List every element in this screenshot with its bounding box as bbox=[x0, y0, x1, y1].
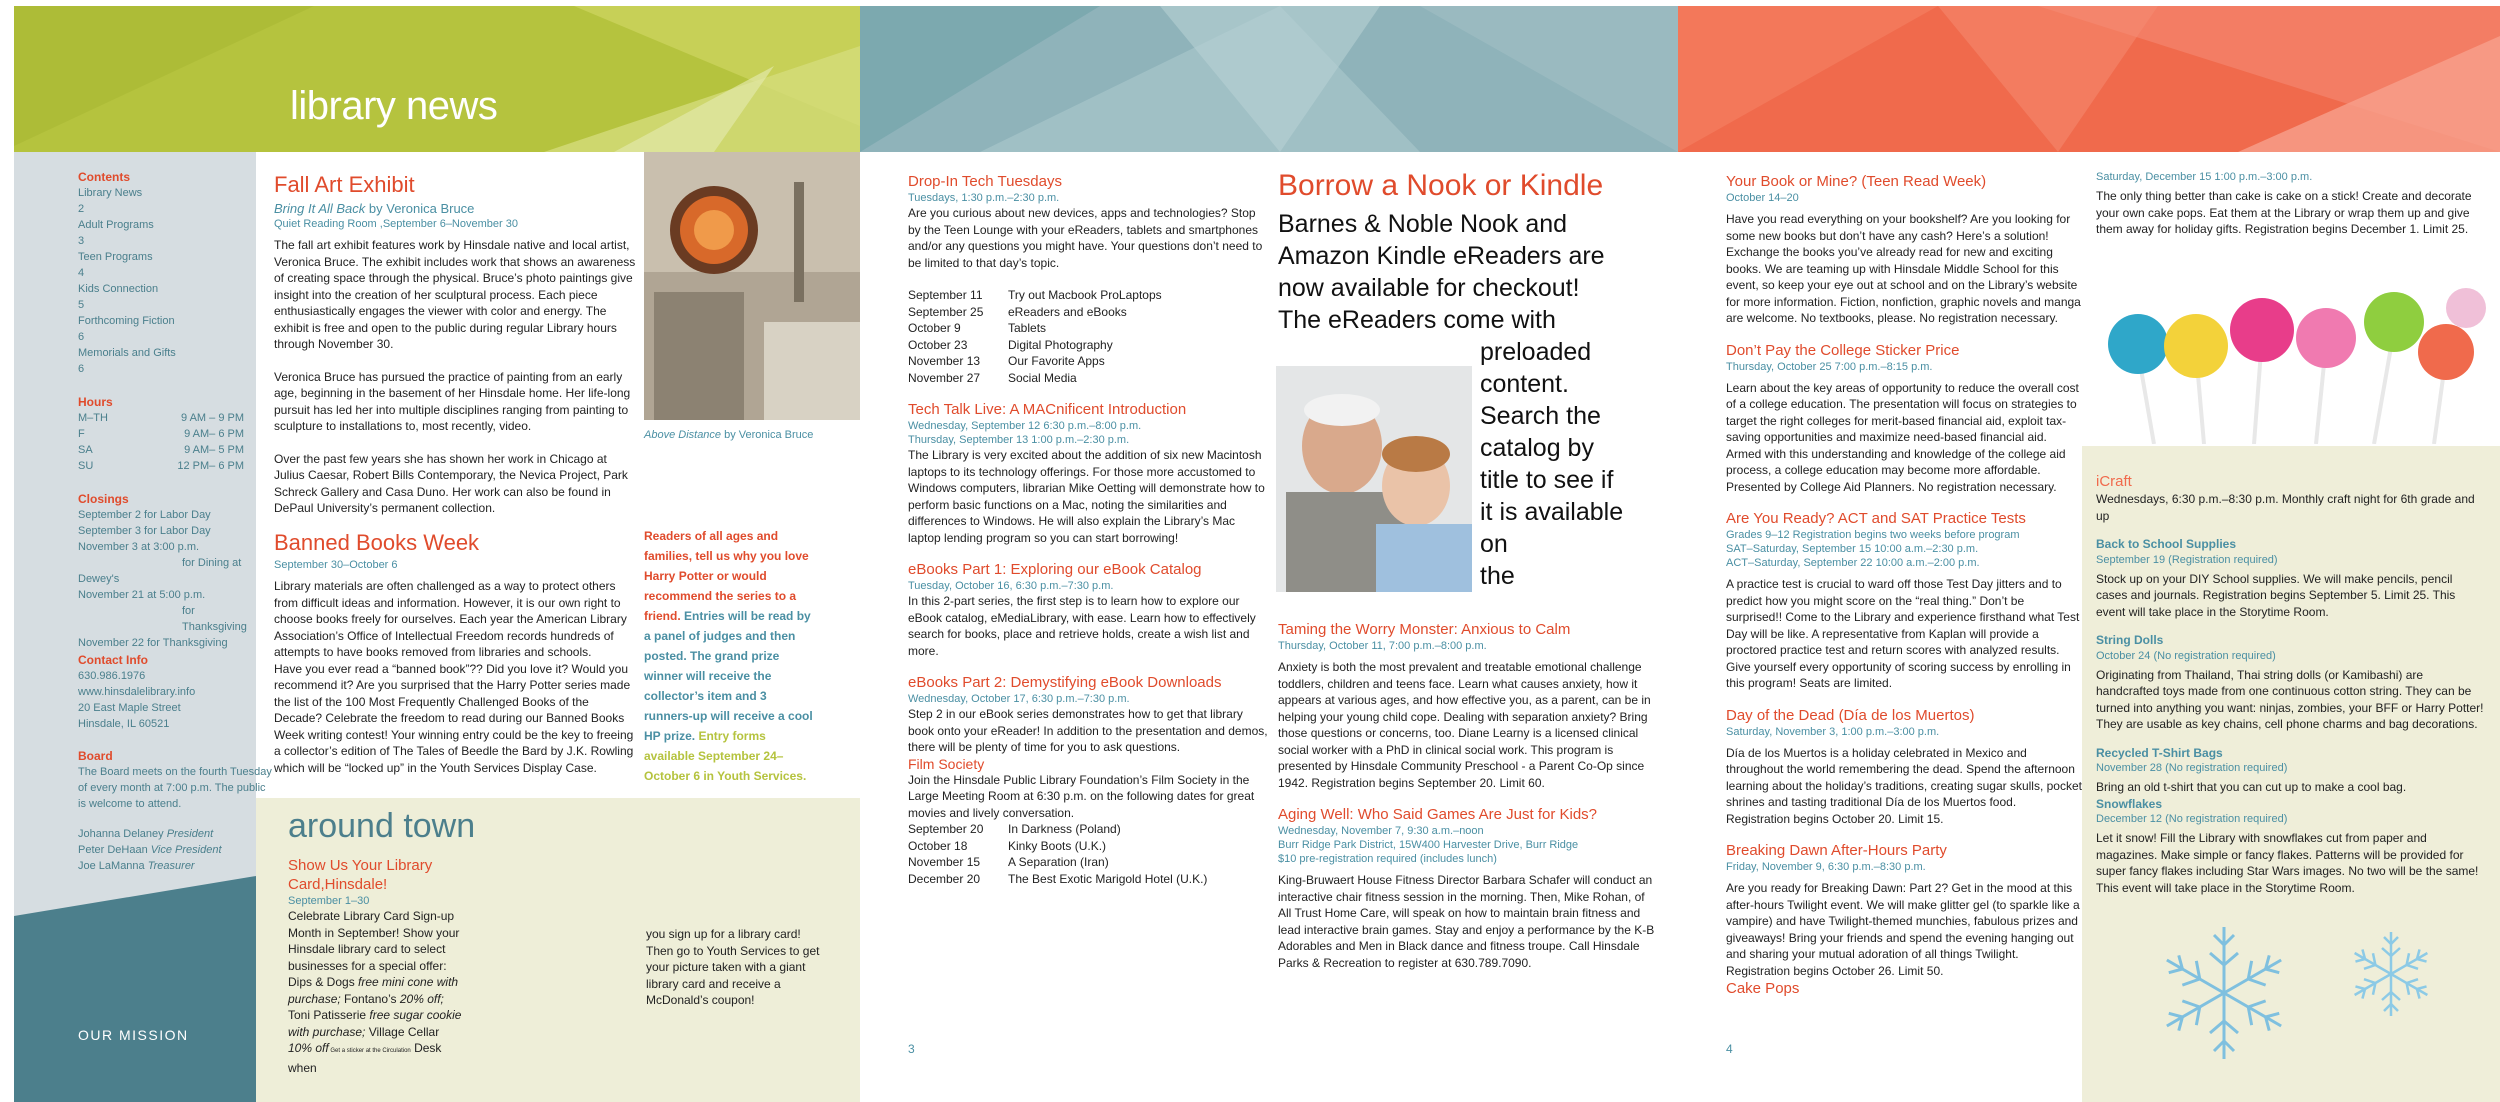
film-row bbox=[908, 871, 1268, 888]
sidebar-closings bbox=[78, 491, 254, 651]
masthead-title: library news bbox=[290, 84, 498, 128]
contents-page: 3 bbox=[78, 235, 85, 247]
offer-text: Toni Patisserie bbox=[288, 1008, 370, 1022]
offer-detail: 10% off bbox=[288, 1041, 329, 1055]
aging-well-meta: Burr Ridge Park District, 15W400 Harvester Drive, Burr Ridge bbox=[1278, 839, 1579, 851]
caption-credit: by Veronica Bruce bbox=[721, 429, 814, 441]
tech-talk-meta: Thursday, September 13 1:00 p.m.–2:30 p.m. bbox=[908, 434, 1130, 446]
artwork-image bbox=[644, 152, 860, 420]
contents-item[interactable]: Forthcoming Fiction bbox=[78, 315, 175, 327]
contents-page: 2 bbox=[78, 203, 85, 215]
tech-talk-meta: Wednesday, September 12 6:30 p.m.–8:00 p.m. bbox=[908, 420, 1142, 432]
sidebar-hours bbox=[78, 394, 254, 474]
film-row bbox=[908, 854, 1268, 871]
contact-website-link[interactable]: www.hinsdalelibrary.info bbox=[78, 686, 196, 698]
snowflakes-para: Let it snow! Fill the Library with snowflakes cut from paper and magazines. Make simple or fancy flakes. Patterns will be provided for super fancy flakes including Star Wars images. No two will be the same! This event will take place in the Storytime Room. bbox=[2096, 831, 2479, 895]
day-of-dead-title: Day of the Dead (Día de los Muertos) bbox=[1726, 706, 1975, 724]
schedule-topic: Try out Macbook ProLaptops bbox=[1008, 288, 1162, 302]
worry-monster-meta: Thursday, October 11, 7:00 p.m.–8:00 p.m. bbox=[1278, 640, 1487, 652]
grandfather-child-photo bbox=[1276, 366, 1472, 592]
tshirt-bags-para: Bring an old t-shirt that you can cut up to make a cool bag. bbox=[2096, 780, 2407, 794]
pullquote-lime: Entry forms available September 24–October 6 in Youth Services. bbox=[644, 729, 807, 783]
offer-detail: free sugar cookie with purchase; bbox=[288, 1008, 462, 1039]
icraft-para: Wednesdays, 6:30 p.m.–8:30 p.m. Monthly craft night for 6th grade and up bbox=[2096, 492, 2475, 523]
drop-in-tech-schedule bbox=[908, 287, 1268, 386]
banned-books-meta: September 30–October 6 bbox=[274, 559, 398, 571]
closing-line: November 21 at 5:00 p.m. bbox=[78, 589, 206, 601]
contents-page: 6 bbox=[78, 331, 85, 343]
schedule-date: October 23 bbox=[908, 337, 968, 352]
mission-heading: OUR MISSION bbox=[78, 1027, 189, 1043]
contents-item[interactable]: Kids Connection bbox=[78, 283, 159, 295]
nook-kindle-title: Borrow a Nook or Kindle bbox=[1278, 169, 1604, 202]
schedule-topic: Digital Photography bbox=[1008, 337, 1113, 352]
library-card-para bbox=[288, 908, 464, 1076]
offer-text: Celebrate Library Card Sign-up Month in September! Show your Hinsdale library card to select businesses for a special offer: Dips & Dogs bbox=[288, 909, 460, 989]
book-or-mine-meta: October 14–20 bbox=[1726, 192, 1799, 204]
photo-illustration bbox=[1276, 366, 1472, 592]
schedule-date: November 27 bbox=[908, 370, 981, 385]
closing-line: for Dining at bbox=[182, 557, 242, 569]
schedule-row bbox=[908, 353, 1268, 370]
offer-text: Village Cellar bbox=[365, 1024, 440, 1039]
film-date: November 15 bbox=[908, 855, 981, 869]
schedule-topic: eReaders and eBooks bbox=[1008, 304, 1127, 319]
day-of-dead-meta: Saturday, November 3, 1:00 p.m.–3:00 p.m. bbox=[1726, 725, 1940, 738]
cake-pops-title: Cake Pops bbox=[1726, 980, 1800, 997]
sidebar-board bbox=[78, 748, 274, 874]
hours-day: F bbox=[78, 428, 85, 440]
fall-art-title: Fall Art Exhibit bbox=[274, 172, 415, 197]
caption-title: Above Distance bbox=[644, 429, 722, 441]
sidebar-contact bbox=[78, 652, 254, 732]
drop-in-tech-title: Drop-In Tech Tuesdays bbox=[908, 173, 1062, 190]
contents-item[interactable]: Adult Programs bbox=[78, 219, 154, 231]
lime-banner-graphic bbox=[14, 6, 860, 152]
school-supplies-title: Back to School Supplies bbox=[2096, 537, 2237, 551]
closing-line: September 2 for Labor Day bbox=[78, 509, 211, 521]
harry-potter-pullquote bbox=[644, 526, 816, 786]
nook-wrap-line: catalog by bbox=[1480, 434, 1594, 462]
film-date: December 20 bbox=[908, 871, 981, 886]
book-or-mine-para: Have you read everything on your bookshelf? Are you looking for some new books but don’t have any cash? Here’s a solution! Exchange the books you’ve already read for new and exciting books. We are teaming up with Hinsdale Middle School for this event, so keep your eye out at school and on the Library’s website for more information. Fiction, nonfiction, graphic novels and manga are welcome. No textbooks, please. No registration necessary. bbox=[1726, 212, 2081, 325]
film-title: Kinky Boots (U.K.) bbox=[1008, 838, 1107, 853]
fall-art-subtitle bbox=[274, 200, 638, 217]
worry-monster-article bbox=[1278, 620, 1660, 971]
banned-books-para: Library materials are often challenged as a way to protect others from difficult ideas and information. However, it is our own right to choose books freely for ourselves. Each year the American Library Association’s Office of Intellectual Freedom records hundreds of attempts to have books removed from libraries and schools. bbox=[274, 579, 627, 659]
act-sat-meta: Grades 9–12 Registration begins two weeks before program bbox=[1726, 529, 2020, 541]
contents-page: 6 bbox=[78, 363, 85, 375]
aging-well-meta: Wednesday, November 7, 9:30 a.m.–noon bbox=[1278, 825, 1484, 837]
banned-books-title: Banned Books Week bbox=[274, 530, 480, 555]
school-supplies-para: Stock up on your DIY School supplies. We will make pencils, pencil cases and journals. Registration begins September 5. Limit 25. This event will take place in the Storytime Room. bbox=[2096, 571, 2456, 619]
board-member bbox=[78, 826, 274, 842]
schedule-row bbox=[908, 320, 1268, 337]
cake-pops-meta: Saturday, December 15 1:00 p.m.–3:00 p.m. bbox=[2096, 171, 2313, 183]
nook-kindle-wrap bbox=[1480, 336, 1670, 592]
fall-art-para: Veronica Bruce has pursued the practice of painting from an early age, beginning in the basement of her Hinsdale home. Her life-long pursuit has led her into multiple disciplines ranging from painting to sculpture to installations to, most recently, video. bbox=[274, 369, 631, 433]
hours-row bbox=[78, 410, 244, 426]
banned-books-article bbox=[274, 528, 638, 776]
nook-wrap-line: it is available bbox=[1480, 498, 1624, 526]
day-of-dead-para: Día de los Muertos is a holiday celebrated in Mexico and throughout the world remembering the dead. Spend the afternoon learning about the holiday’s traditions, creating sugar skulls, pocket shrines and tasting traditional Día de los Muertos food. Registration begins October 20. Limit 15. bbox=[1726, 745, 2082, 826]
member-name: Johanna Delaney bbox=[78, 828, 164, 840]
hours-day: SU bbox=[78, 460, 94, 472]
aging-well-title: Aging Well: Who Said Games Are Just for Kids? bbox=[1278, 806, 1598, 823]
lime-banner bbox=[14, 6, 860, 152]
member-name: Peter DeHaan bbox=[78, 844, 148, 856]
contact-city: Hinsdale, IL 60521 bbox=[78, 718, 170, 730]
fall-art-article bbox=[274, 170, 638, 517]
ebooks-part2-title: eBooks Part 2: Demystifying eBook Downloads bbox=[908, 674, 1222, 691]
contact-phone: 630.986.1976 bbox=[78, 670, 146, 682]
snowflake-small-icon bbox=[2346, 924, 2436, 1024]
contents-item[interactable]: Memorials and Gifts bbox=[78, 347, 176, 359]
sticker-price-meta: Thursday, October 25 7:00 p.m.–8:15 p.m. bbox=[1726, 360, 1933, 373]
schedule-row bbox=[908, 304, 1268, 321]
ebooks-part1-para: In this 2-part series, the first step is to learn how to explore our eBook catalog, eMediaLibrary, with ease. Learn how to effectively search for books, place and retrieve holds, create a wish list and more. bbox=[908, 594, 1256, 658]
worry-monster-title: Taming the Worry Monster: Anxious to Calm bbox=[1278, 621, 1571, 638]
hours-row bbox=[78, 442, 244, 458]
fall-art-para: Over the past few years she has shown her work in Chicago at Julius Caesar, Robert Bills Contemporary, the Nevica Project, Park Schreck Gallery and Casa Duno. Her work can also be found in DePaul University’s permanent collection. bbox=[274, 451, 628, 515]
hours-time: 9 AM– 5 PM bbox=[184, 444, 244, 456]
schedule-row bbox=[908, 287, 1268, 304]
film-title: In Darkness (Poland) bbox=[1008, 822, 1121, 836]
nook-wrap-line: on bbox=[1480, 530, 1508, 558]
board-member bbox=[78, 858, 274, 874]
hours-time: 9 AM– 6 PM bbox=[184, 428, 244, 440]
closing-line: Dewey's bbox=[78, 573, 120, 585]
closing-line: November 22 for Thanksgiving bbox=[78, 637, 228, 649]
snowflakes-title: Snowflakes bbox=[2096, 796, 2163, 811]
library-card-article bbox=[288, 856, 464, 1076]
tech-talk-para: The Library is very excited about the addition of six new Macintosh laptops to its technology offerings. For those more accustomed to Windows computers, librarian Mike Oetting will demonstrate how to perform basic functions on a Mac, noting the similarities and differences to Windows. He will also explain the Library’s Mac laptop lending program so you can start borrowing! bbox=[908, 448, 1265, 545]
aging-well-para: King-Bruwaert House Fitness Director Barbara Schafer will conduct an interactive chair fitness session in the morning. Then, Mike Rohan, of All Trust Home Care, will speak on how to maintain brain fitness and lead interactive brain games. Stay and enjoy a performance by the K-B Adorables and Men in Black dance and fitness troupe. Call Hinsdale Parks & Recreation to register at 630.789.7090. bbox=[1278, 873, 1655, 970]
nook-wrap-line: preloaded bbox=[1480, 338, 1592, 366]
pullquote-red: Readers of all ages and families, tell us why you love Harry Potter or would recommend the series to a friend. bbox=[644, 529, 809, 623]
contents-page: 4 bbox=[78, 267, 85, 279]
page-number: 3 bbox=[908, 1042, 915, 1056]
fall-art-para: The fall art exhibit features work by Hinsdale native and local artist, Veronica Bruce. The exhibit includes work that shows an awareness of creating space through the physical. Bruce’s photo paintings give insight into the creation of her sculptural process. Each piece enthusiastically engages the viewer with color and energy. The exhibit is free and open to the public during regular Library hours through November 30. bbox=[274, 238, 636, 351]
offer-detail: 20% off; bbox=[399, 991, 444, 1006]
film-society-title: Film Society bbox=[908, 755, 985, 772]
library-card-continued: you sign up for a library card! Then go to Youth Services to get your picture taken with a giant library card and receive a McDonald’s coupon! bbox=[646, 927, 820, 1007]
contents-page: 5 bbox=[78, 299, 85, 311]
contents-item[interactable]: Teen Programs bbox=[78, 251, 153, 263]
around-town-title: around town bbox=[288, 807, 476, 845]
icraft-article bbox=[2096, 472, 2486, 896]
coral-banner bbox=[1678, 6, 2500, 152]
sticker-price-para: Learn about the key areas of opportunity to reduce the overall cost of a college education. The presentation will focus on strategies to target the right colleges for merit-based financial aid, exploit tax-saving opportunities and maximize need-based financial aid. Armed with this understanding and knowledge of the college aid process, a college education may become more affordable. Presented by College Aid Planners. No registration necessary. bbox=[1726, 380, 2079, 494]
film-society-para: Join the Hinsdale Public Library Foundation’s Film Society in the Large Meeting Room at 6:30 p.m. on the following dates for great movies and lively conversation. bbox=[908, 772, 1255, 820]
film-row bbox=[908, 821, 1268, 838]
member-name: Joe LaManna bbox=[78, 860, 145, 872]
mission-panel-graphic bbox=[14, 876, 256, 1102]
school-supplies-meta: September 19 (Registration required) bbox=[2096, 553, 2278, 566]
library-card-meta: September 1–30 bbox=[288, 895, 370, 907]
closing-line: for Thanksgiving bbox=[182, 605, 247, 633]
nook-lead-line: Barnes & Noble Nook and bbox=[1278, 210, 1568, 238]
schedule-topic: Social Media bbox=[1008, 370, 1077, 385]
hours-time: 9 AM – 9 PM bbox=[181, 412, 244, 424]
icraft-title: iCraft bbox=[2096, 473, 2132, 490]
artwork-painting bbox=[644, 152, 860, 420]
schedule-date: September 25 bbox=[908, 304, 984, 319]
sticker-price-title: Don’t Pay the College Sticker Price bbox=[1726, 341, 1960, 359]
act-sat-title: Are You Ready? ACT and SAT Practice Tests bbox=[1726, 510, 2026, 527]
snowflakes-meta: December 12 (No registration required) bbox=[2096, 813, 2288, 825]
snowflake-large-icon bbox=[2154, 918, 2294, 1068]
offer-text: Fontano’s bbox=[340, 991, 400, 1006]
page-left bbox=[14, 6, 860, 1102]
nook-kindle-lead bbox=[1278, 208, 1668, 336]
page-right bbox=[1678, 6, 2500, 1102]
schedule-date: October 9 bbox=[908, 321, 961, 335]
tshirt-bags-meta: November 28 (No registration required) bbox=[2096, 762, 2288, 774]
closing-line: September 3 for Labor Day bbox=[78, 525, 211, 537]
tech-talk-title: Tech Talk Live: A MACnificent Introduction bbox=[908, 401, 1187, 418]
film-title: A Separation (Iran) bbox=[1008, 855, 1109, 869]
nook-lead-line: now available for checkout! bbox=[1278, 274, 1580, 302]
breaking-dawn-meta: Friday, November 9, 6:30 p.m.–8:30 p.m. bbox=[1726, 861, 1926, 873]
closing-line: November 3 at 3:00 p.m. bbox=[78, 541, 200, 553]
offer-text: Desk when bbox=[288, 1041, 442, 1075]
hours-day: M–TH bbox=[78, 412, 108, 424]
board-member bbox=[78, 842, 274, 858]
ebooks-part2-para: Step 2 in our eBook series demonstrates how to get that library book onto your eReader! In addition to the presentation and demos, there will be plenty of time for you to ask questions. bbox=[908, 707, 1268, 754]
contact-heading: Contact Info bbox=[78, 653, 148, 667]
contents-heading: Contents bbox=[78, 170, 130, 184]
right-column-1 bbox=[1726, 172, 2082, 998]
cake-pops-article bbox=[2096, 170, 2488, 238]
member-role: President bbox=[166, 828, 214, 840]
ebooks-part1-title: eBooks Part 1: Exploring our eBook Catalog bbox=[908, 561, 1202, 578]
closings-heading: Closings bbox=[78, 492, 129, 506]
schedule-date: November 13 bbox=[908, 354, 981, 368]
page-middle bbox=[860, 6, 1678, 1102]
cake-pops-image bbox=[2094, 282, 2498, 444]
hours-row bbox=[78, 458, 244, 474]
schedule-date: September 11 bbox=[908, 288, 983, 302]
nook-lead-line: Amazon Kindle eReaders are bbox=[1278, 242, 1605, 270]
nook-wrap-line: Search the bbox=[1480, 402, 1601, 430]
breaking-dawn-para: Are you ready for Breaking Dawn: Part 2? Get in the mood at this after-hours Twilight event. We will make glitter gel (to sparkle like a vampire) and have Twilight-themed munchies, fabulous prizes and giveaways! Bring your friends and spend the evening hanging out and sharing your mutual adoration of all things Twilight. Registration begins October 26. Limit 50. bbox=[1726, 881, 2080, 978]
schedule-topic: Tablets bbox=[1008, 321, 1047, 335]
nook-wrap-line: title to see if bbox=[1480, 466, 1614, 494]
teal-banner bbox=[860, 6, 1678, 152]
offer-detail: free mini cone with purchase; bbox=[288, 975, 459, 1006]
member-role: Treasurer bbox=[147, 860, 195, 872]
hours-day: SA bbox=[78, 444, 93, 456]
sidebar-contents bbox=[78, 169, 254, 377]
coral-banner-graphic bbox=[1678, 6, 2500, 152]
cake-pops-para: The only thing better than cake is cake on a stick! Create and decorate your own cake pops. Eat them at the Library or wrap them up and give them away for holiday gifts. Registration begins December 1. Limit 25. bbox=[2096, 189, 2472, 236]
nook-wrap-line: content. bbox=[1480, 370, 1569, 398]
string-dolls-para: Originating from Thailand, Thai string dolls (or Kamibashi) are handcrafted toys made from one continuous cotton string. They can be turned into anything you want: ninjas, zombies, your BFF or Harry Potter! They are usable as key chains, cell phone charms and bag decorations. bbox=[2096, 667, 2484, 731]
act-sat-meta: SAT–Saturday, September 15 10:00 a.m.–2:30 p.m. bbox=[1726, 543, 1979, 555]
hours-row bbox=[78, 426, 244, 442]
breaking-dawn-title: Breaking Dawn After-Hours Party bbox=[1726, 842, 1947, 859]
banned-books-para: Have you ever read a “banned book”?? Did you love it? Would you recommend it? Are you surprised that the Harry Potter series made the list of the 100 Most Frequently Challenged Books of the Decade? Celebrate the freedom to read during our Banned Books Week writing contest! Your winning entry could be the key to freeing a collector’s edition of The Tales of Beedle the Bard by J.K. Rowling which will be “locked up” in the Youth Services Display Case. bbox=[274, 661, 634, 775]
cake-pops-illustration bbox=[2094, 282, 2498, 444]
drop-in-tech-para: Are you curious about new devices, apps and technologies? Stop by the Teen Lounge with your eReaders, tablets and smartphones and/or any questions you might have. Your questions don’t need to be limited to that day’s topic. bbox=[908, 206, 1263, 270]
schedule-row bbox=[908, 370, 1268, 387]
drop-in-tech-meta: Tuesdays, 1:30 p.m.–2:30 p.m. bbox=[908, 192, 1060, 204]
hours-time: 12 PM– 6 PM bbox=[177, 460, 244, 472]
board-heading: Board bbox=[78, 749, 113, 763]
ebooks-part1-meta: Tuesday, October 16, 6:30 p.m.–7:30 p.m. bbox=[908, 580, 1114, 592]
member-role: Vice President bbox=[150, 844, 222, 856]
aging-well-meta: $10 pre-registration required (includes lunch) bbox=[1278, 853, 1497, 865]
board-text: The Board meets on the fourth Tuesday of every month at 7:00 p.m. The public is welcome to attend. bbox=[78, 766, 272, 810]
book-or-mine-title: Your Book or Mine? (Teen Read Week) bbox=[1726, 173, 1987, 190]
string-dolls-meta: October 24 (No registration required) bbox=[2096, 649, 2276, 662]
fall-art-meta: Quiet Reading Room ,September 6–November 30 bbox=[274, 218, 518, 230]
nook-kindle-article bbox=[1278, 168, 1668, 204]
film-schedule bbox=[908, 821, 1268, 887]
artist-credit: by Veronica Bruce bbox=[365, 201, 475, 216]
artwork-title: Bring It All Back bbox=[274, 201, 366, 216]
film-date: October 18 bbox=[908, 838, 968, 853]
act-sat-meta: ACT–Saturday, September 22 10:00 a.m.–2:00 p.m. bbox=[1726, 557, 1980, 569]
act-sat-para: A practice test is crucial to ward off those Test Day jitters and to predict how you might score on the “real thing.” Don’t be surprised!! Come to the Library and experience firsthand what Test Day will be like. A representative from Kaplan will provide a proctored practice test and return scores with analyzed results. Give yourself every opportunity of scoring success by enrolling in this program! Seats are limited. bbox=[1726, 577, 2080, 690]
offer-fineprint: Get a sticker at the Circulation bbox=[328, 1048, 411, 1054]
film-row bbox=[908, 838, 1268, 855]
worry-monster-para: Anxiety is both the most prevalent and treatable emotional challenge toddlers, children and teens face. Learn what causes anxiety, how it appears at various ages, and how effective you, as a parent, can be in helping your young child cope. Dealing with separation anxiety? Bring those questions or concerns, too. Diane Learny is a licensed clinical social worker with a PhD in clinical social work. This program is presented by Hinsdale Community Preschool - a Parent Co-Op since 1942. Registration begins September 20. Limit 60. bbox=[1278, 660, 1651, 790]
schedule-topic: Our Favorite Apps bbox=[1008, 354, 1105, 368]
tshirt-bags-title: Recycled T-Shirt Bags bbox=[2096, 745, 2223, 760]
library-card-title: Show Us Your Library Card,Hinsdale! bbox=[288, 857, 433, 893]
film-date: September 20 bbox=[908, 822, 984, 836]
nook-lead-line: The eReaders come with bbox=[1278, 306, 1556, 334]
nook-wrap-line: the bbox=[1480, 562, 1515, 590]
page-number: 4 bbox=[1726, 1042, 1733, 1056]
drop-in-tech-article bbox=[908, 172, 1268, 887]
schedule-row bbox=[908, 337, 1268, 354]
string-dolls-title: String Dolls bbox=[2096, 633, 2164, 647]
artwork-caption bbox=[644, 428, 860, 442]
ebooks-part2-meta: Wednesday, October 17, 6:30 p.m.–7:30 p.m. bbox=[908, 693, 1130, 705]
contents-item[interactable]: Library News bbox=[78, 187, 143, 199]
mission-panel bbox=[14, 876, 256, 1102]
teal-banner-graphic bbox=[860, 6, 1678, 152]
around-town-heading-wrap bbox=[288, 806, 848, 846]
film-title: The Best Exotic Marigold Hotel (U.K.) bbox=[1008, 871, 1208, 886]
pullquote-blue: Entries will be read by a panel of judges and then posted. The grand prize winner will receive the collector’s item and 3 runners-up will receive a cool HP prize. bbox=[644, 609, 813, 743]
contact-address: 20 East Maple Street bbox=[78, 702, 181, 714]
hours-heading: Hours bbox=[78, 395, 113, 409]
